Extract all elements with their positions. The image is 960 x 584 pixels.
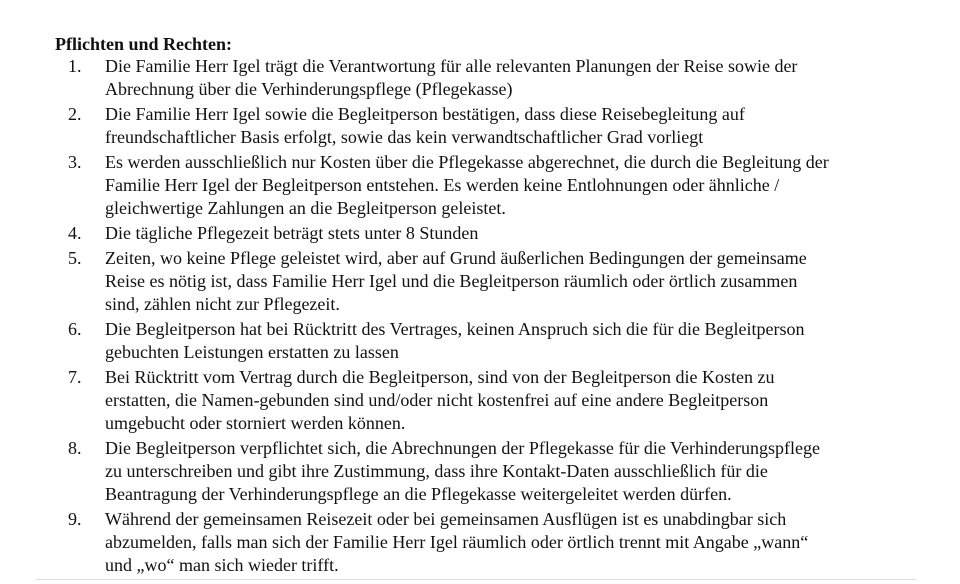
list-item-text: [105, 151, 960, 220]
list-item-line: Während der gemeinsamen Reisezeit oder bei gemeinsamen Ausflügen ist es unabdingbar sich: [105, 509, 787, 529]
list-item-line: Reise es nötig ist, dass Familie Herr Igel und die Begleitperson räumlich oder örtlich zusammen: [105, 271, 798, 291]
list-item-line: Bei Rücktritt vom Vertrag durch die Begleitperson, sind von der Begleitperson die Kosten zu: [105, 367, 775, 387]
list-item: [0, 508, 960, 577]
list-item-text: [105, 437, 960, 506]
list-item-text: [105, 55, 960, 101]
list-item-line: und „wo“ man sich wieder trifft.: [105, 555, 339, 575]
list-item-line: Abrechnung über die Verhinderungspflege (Pflegekasse): [105, 79, 513, 99]
list-item-line: gleichwertige Zahlungen an die Begleitperson geleistet.: [105, 198, 506, 218]
list-item-line: Familie Herr Igel der Begleitperson entstehen. Es werden keine Entlohnungen oder ähnliche /: [105, 175, 780, 195]
bottom-divider: [36, 579, 916, 580]
list-item-line: Beantragung der Verhinderungspflege an die Pflegekasse weitergeleitet werden dürfen.: [105, 484, 732, 504]
list-item-text: [105, 508, 960, 577]
list-item: [0, 151, 960, 220]
list-item-line: freundschaftlicher Basis erfolgt, sowie das kein verwandtschaftlicher Grad vorliegt: [105, 127, 704, 147]
section-heading: Pflichten und Rechten:: [55, 34, 232, 54]
list-item: [0, 103, 960, 149]
list-item-number: 8.: [68, 438, 82, 458]
list-item-number: 3.: [68, 152, 82, 172]
list-item-line: Die Begleitperson verpflichtet sich, die Abrechnungen der Pflegekasse für die Verhinderungspflege: [105, 438, 820, 458]
list-item-line: Zeiten, wo keine Pflege geleistet wird, aber auf Grund äußerlichen Bedingungen der gemeinsame: [105, 248, 807, 268]
list-item: [0, 437, 960, 506]
list-item-number: 4.: [68, 223, 82, 243]
list-item-line: Die tägliche Pflegezeit beträgt stets unter 8 Stunden: [105, 223, 479, 243]
list-item-text: [105, 222, 960, 245]
list-item-line: Die Begleitperson hat bei Rücktritt des Vertrages, keinen Anspruch sich die für die Begleitperson: [105, 319, 805, 339]
list-item: [0, 366, 960, 435]
list-item: [0, 222, 960, 245]
list-item-number: 7.: [68, 367, 82, 387]
list-item-line: Es werden ausschließlich nur Kosten über die Pflegekasse abgerechnet, die durch die Begleitung der: [105, 152, 829, 172]
list-item-line: sind, zählen nicht zur Pflegezeit.: [105, 294, 340, 314]
list-item-line: erstatten, die Namen-gebunden sind und/oder nicht kostenfrei auf eine andere Begleitperson: [105, 390, 769, 410]
list-item-number: 5.: [68, 248, 82, 268]
list-item: [0, 55, 960, 101]
list-item-text: [105, 366, 960, 435]
list-item-line: Die Familie Herr Igel sowie die Begleitperson bestätigen, dass diese Reisebegleitung auf: [105, 104, 745, 124]
list-item-line: abzumelden, falls man sich der Familie Herr Igel räumlich oder örtlich trennt mit Angabe „wann“: [105, 532, 809, 552]
list-item-text: [105, 247, 960, 316]
list-item-line: zu unterschreiben und gibt ihre Zustimmung, dass ihre Kontakt-Daten ausschließlich für die: [105, 461, 768, 481]
list-item-number: 9.: [68, 509, 82, 529]
numbered-list: [0, 55, 960, 579]
list-item-line: umgebucht oder storniert werden können.: [105, 413, 406, 433]
list-item-number: 2.: [68, 104, 82, 124]
list-item-text: [105, 103, 960, 149]
list-item-line: gebuchten Leistungen erstatten zu lassen: [105, 342, 399, 362]
list-item-number: 1.: [68, 56, 82, 76]
list-item-line: Die Familie Herr Igel trägt die Verantwortung für alle relevanten Planungen der Reise sowie der: [105, 56, 798, 76]
list-item-number: 6.: [68, 319, 82, 339]
list-item: [0, 318, 960, 364]
list-item-text: [105, 318, 960, 364]
list-item: [0, 247, 960, 316]
